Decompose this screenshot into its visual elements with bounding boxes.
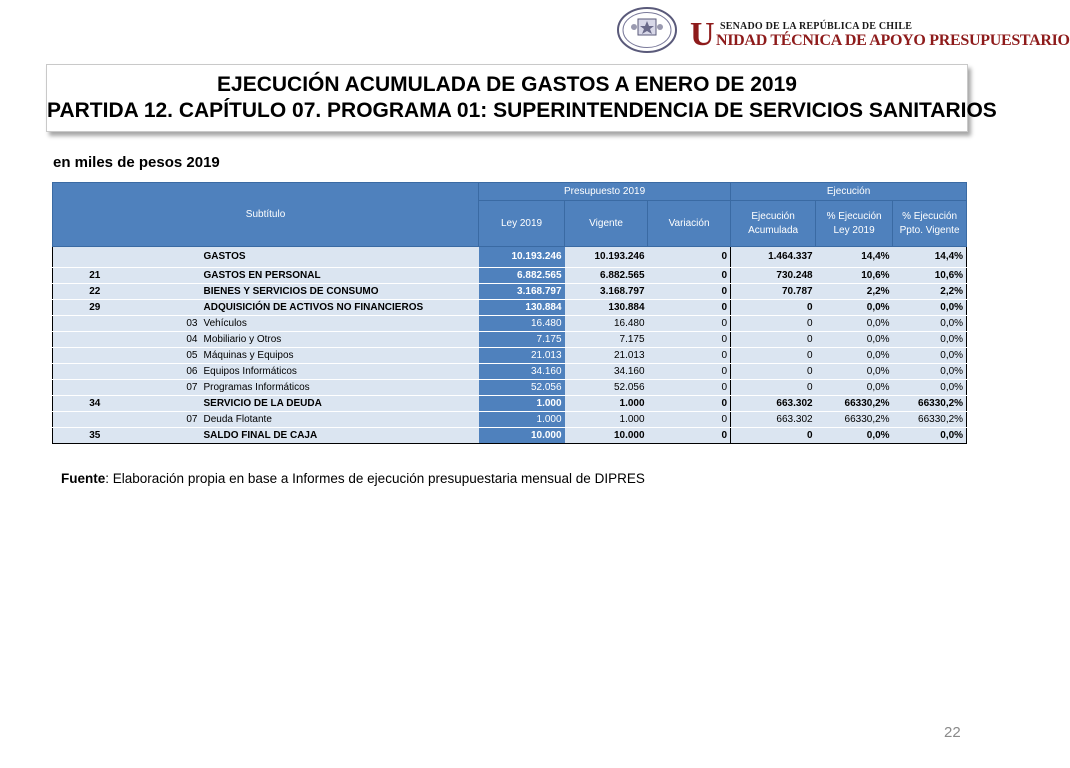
cell-subtitulo: 34 <box>53 396 137 412</box>
cell-item: 04 <box>137 332 201 348</box>
cell-vigente: 10.000 <box>565 428 648 444</box>
cell-ley: 1.000 <box>479 412 565 428</box>
cell-ley: 6.882.565 <box>479 268 565 284</box>
header-subtitulo: Subtítulo <box>53 183 479 247</box>
cell-pct-ley: 0,0% <box>816 364 893 380</box>
cell-item <box>137 268 201 284</box>
units-label: en miles de pesos 2019 <box>53 154 220 171</box>
cell-subtitulo: 22 <box>53 284 137 300</box>
table-row <box>53 380 967 396</box>
cell-item <box>137 300 201 316</box>
cell-vigente: 3.168.797 <box>565 284 648 300</box>
cell-denominacion: GASTOS <box>201 247 479 268</box>
header-pct-ley: % Ejecución Ley 2019 <box>816 201 893 247</box>
cell-pct-ley: 66330,2% <box>816 412 893 428</box>
title-box <box>46 64 997 132</box>
cell-variacion: 0 <box>648 428 731 444</box>
table-row <box>53 284 967 300</box>
cell-subtitulo <box>53 316 137 332</box>
cell-vigente: 7.175 <box>565 332 648 348</box>
cell-subtitulo <box>53 348 137 364</box>
cell-variacion: 0 <box>648 300 731 316</box>
cell-ejecucion: 0 <box>731 380 816 396</box>
senate-seal-logo <box>617 7 677 53</box>
table-row <box>53 412 967 428</box>
cell-pct-ley: 66330,2% <box>816 396 893 412</box>
cell-ejecucion: 70.787 <box>731 284 816 300</box>
cell-denominacion: Mobiliario y Otros <box>201 332 479 348</box>
cell-pct-ley: 0,0% <box>816 428 893 444</box>
header-variacion: Variación <box>648 201 731 247</box>
cell-pct-vigente: 0,0% <box>893 428 967 444</box>
header-ejecucion: Ejecución <box>731 183 967 201</box>
table-row <box>53 428 967 444</box>
table-row <box>53 300 967 316</box>
cell-denominacion: Equipos Informáticos <box>201 364 479 380</box>
cell-subtitulo: 21 <box>53 268 137 284</box>
cell-subtitulo: 35 <box>53 428 137 444</box>
cell-pct-ley: 14,4% <box>816 247 893 268</box>
cell-ley: 34.160 <box>479 364 565 380</box>
cell-ejecucion: 730.248 <box>731 268 816 284</box>
cell-variacion: 0 <box>648 348 731 364</box>
header-vigente: Vigente <box>565 201 648 247</box>
cell-pct-vigente: 10,6% <box>893 268 967 284</box>
cell-pct-ley: 0,0% <box>816 332 893 348</box>
cell-ejecucion: 1.464.337 <box>731 247 816 268</box>
header-presupuesto: Presupuesto 2019 <box>479 183 731 201</box>
source-note <box>61 471 645 486</box>
cell-ejecucion: 663.302 <box>731 412 816 428</box>
cell-subtitulo <box>53 364 137 380</box>
cell-ley: 10.000 <box>479 428 565 444</box>
cell-variacion: 0 <box>648 284 731 300</box>
cell-subtitulo <box>53 380 137 396</box>
cell-denominacion: SERVICIO DE LA DEUDA <box>201 396 479 412</box>
cell-pct-vigente: 14,4% <box>893 247 967 268</box>
cell-ejecucion: 0 <box>731 348 816 364</box>
cell-variacion: 0 <box>648 412 731 428</box>
cell-vigente: 6.882.565 <box>565 268 648 284</box>
cell-ejecucion: 0 <box>731 428 816 444</box>
cell-ley: 52.056 <box>479 380 565 396</box>
cell-ley: 3.168.797 <box>479 284 565 300</box>
cell-pct-vigente: 0,0% <box>893 332 967 348</box>
cell-item <box>137 396 201 412</box>
cell-vigente: 1.000 <box>565 412 648 428</box>
table-row <box>53 247 967 268</box>
cell-vigente: 1.000 <box>565 396 648 412</box>
cell-pct-ley: 0,0% <box>816 300 893 316</box>
cell-pct-vigente: 66330,2% <box>893 412 967 428</box>
cell-pct-ley: 2,2% <box>816 284 893 300</box>
cell-pct-ley: 0,0% <box>816 316 893 332</box>
cell-denominacion: Programas Informáticos <box>201 380 479 396</box>
cell-subtitulo <box>53 247 137 268</box>
cell-variacion: 0 <box>648 364 731 380</box>
cell-pct-vigente: 0,0% <box>893 380 967 396</box>
cell-pct-vigente: 0,0% <box>893 364 967 380</box>
cell-pct-vigente: 0,0% <box>893 316 967 332</box>
table-row <box>53 332 967 348</box>
cell-ley: 16.480 <box>479 316 565 332</box>
cell-ejecucion: 0 <box>731 300 816 316</box>
page-subtitle: PARTIDA 12. CAPÍTULO 07. PROGRAMA 01: SUPERINTENDENCIA DE SERVICIOS SANITARIOS <box>47 99 997 122</box>
cell-pct-vigente: 2,2% <box>893 284 967 300</box>
cell-subtitulo: 29 <box>53 300 137 316</box>
cell-vigente: 130.884 <box>565 300 648 316</box>
table-row <box>53 268 967 284</box>
cell-item: 07 <box>137 380 201 396</box>
cell-pct-ley: 10,6% <box>816 268 893 284</box>
cell-denominacion: GASTOS EN PERSONAL <box>201 268 479 284</box>
logo-unit-text: NIDAD TÉCNICA DE APOYO PRESUPUESTARIO <box>716 32 1070 49</box>
logo-initial: U <box>690 16 715 53</box>
cell-item <box>137 247 201 268</box>
cell-vigente: 52.056 <box>565 380 648 396</box>
cell-vigente: 16.480 <box>565 316 648 332</box>
cell-vigente: 10.193.246 <box>565 247 648 268</box>
table-row <box>53 364 967 380</box>
table-row <box>53 316 967 332</box>
header-ejecucion-acumulada: Ejecución Acumulada <box>731 201 816 247</box>
cell-denominacion: BIENES Y SERVICIOS DE CONSUMO <box>201 284 479 300</box>
cell-item <box>137 284 201 300</box>
cell-item: 03 <box>137 316 201 332</box>
source-text: : Elaboración propia en base a Informes de ejecución presupuestaria mensual de DIPRES <box>105 471 645 486</box>
header-pct-vigente: % Ejecución Ppto. Vigente <box>893 201 967 247</box>
budget-table <box>52 182 967 444</box>
table-row <box>53 396 967 412</box>
cell-variacion: 0 <box>648 380 731 396</box>
cell-ejecucion: 663.302 <box>731 396 816 412</box>
page-title: EJECUCIÓN ACUMULADA DE GASTOS A ENERO DE 2019 <box>217 73 797 96</box>
cell-variacion: 0 <box>648 247 731 268</box>
cell-pct-ley: 0,0% <box>816 348 893 364</box>
header-ley: Ley 2019 <box>479 201 565 247</box>
cell-pct-vigente: 66330,2% <box>893 396 967 412</box>
cell-denominacion: ADQUISICIÓN DE ACTIVOS NO FINANCIEROS <box>201 300 479 316</box>
cell-item: 06 <box>137 364 201 380</box>
cell-item: 07 <box>137 412 201 428</box>
source-label: Fuente <box>61 471 106 486</box>
cell-subtitulo <box>53 412 137 428</box>
cell-ley: 21.013 <box>479 348 565 364</box>
cell-ley: 1.000 <box>479 396 565 412</box>
cell-denominacion: Vehículos <box>201 316 479 332</box>
cell-ley: 10.193.246 <box>479 247 565 268</box>
cell-variacion: 0 <box>648 396 731 412</box>
cell-pct-vigente: 0,0% <box>893 300 967 316</box>
cell-ejecucion: 0 <box>731 316 816 332</box>
table-row <box>53 348 967 364</box>
cell-item: 05 <box>137 348 201 364</box>
cell-ejecucion: 0 <box>731 364 816 380</box>
cell-denominacion: SALDO FINAL DE CAJA <box>201 428 479 444</box>
cell-pct-vigente: 0,0% <box>893 348 967 364</box>
cell-pct-ley: 0,0% <box>816 380 893 396</box>
cell-variacion: 0 <box>648 332 731 348</box>
cell-variacion: 0 <box>648 268 731 284</box>
cell-ejecucion: 0 <box>731 332 816 348</box>
cell-vigente: 21.013 <box>565 348 648 364</box>
cell-ley: 130.884 <box>479 300 565 316</box>
cell-denominacion: Deuda Flotante <box>201 412 479 428</box>
cell-ley: 7.175 <box>479 332 565 348</box>
cell-variacion: 0 <box>648 316 731 332</box>
page-number: 22 <box>944 724 961 741</box>
cell-vigente: 34.160 <box>565 364 648 380</box>
cell-item <box>137 428 201 444</box>
logo-senate-text: SENADO DE LA REPÚBLICA DE CHILE <box>720 21 913 32</box>
cell-denominacion: Máquinas y Equipos <box>201 348 479 364</box>
cell-subtitulo <box>53 332 137 348</box>
